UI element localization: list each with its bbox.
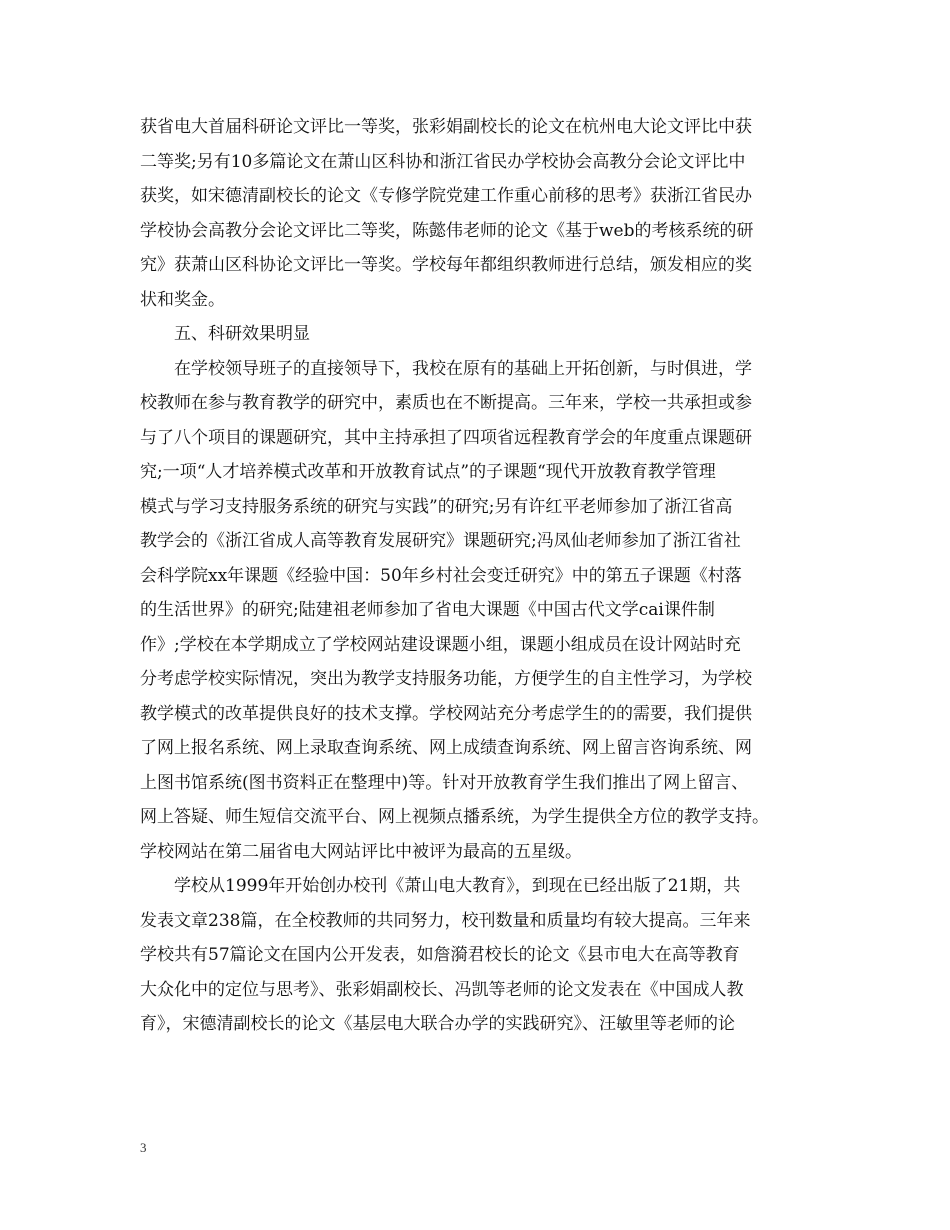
- page-number: 3: [140, 1140, 147, 1155]
- text-line: 获省电大首届科研论文评比一等奖，张彩娟副校长的论文在杭州电大论文评比中获: [140, 117, 752, 137]
- text-line: 在学校领导班子的直接领导下，我校在原有的基础上开拓创新，与时俱进，学: [174, 358, 752, 379]
- text-line: 状和奖金。: [140, 289, 225, 310]
- text-line: 与了八个项目的课题研究，其中主持承担了四项省远程教育学会的年度重点课题研: [140, 427, 752, 448]
- text-line: 学校共有57篇论文在国内公开发表，如詹漪君校长的论文《县市电大在高等教育: [140, 945, 740, 965]
- text-line: 获奖，如宋德清副校长的论文《专修学院党建工作重心前移的思考》获浙江省民办: [140, 186, 752, 206]
- text-line: 学校网站在第二届省电大网站评比中被评为最高的五星级。: [140, 841, 582, 862]
- text-line: 教学模式的改革提供良好的技术支撑。学校网站充分考虑学生的的需要，我们提供: [140, 703, 752, 724]
- text-line: 育》，宋德清副校长的论文《基层电大联合办学的实践研究》、汪敏里等老师的论: [140, 1014, 735, 1034]
- text-line: 究;一项“人才培养模式改革和开放教育试点”的子课题“现代开放教育教学管理: [140, 462, 716, 482]
- document-body: [140, 110, 816, 1042]
- text-line: 究》获萧山区科协论文评比一等奖。学校每年都组织教师进行总结，颁发相应的奖: [140, 255, 752, 275]
- text-line: 会科学院xx年课题《经验中国：50年乡村社会变迁研究》中的第五子课题《村落: [140, 565, 742, 586]
- text-line: 大众化中的定位与思考》、张彩娟副校长、冯凯等老师的论文发表在《中国成人教: [140, 979, 744, 1000]
- text-line: 学校从1999年开始创办校刊《萧山电大教育》，到现在已经出版了21期，共: [174, 876, 741, 896]
- text-line: 上图书馆系统(图书资料正在整理中)等。针对开放教育学生我们推出了网上留言、: [140, 772, 749, 793]
- text-line: 校教师在参与教育教学的研究中，素质也在不断提高。三年来，学校一共承担或参: [140, 393, 752, 413]
- text-line: 发表文章238篇，在全校教师的共同努力，校刊数量和质量均有较大提高。三年来: [140, 910, 751, 931]
- text-line: 的生活世界》的研究;陆建祖老师参加了省电大课题《中国古代文学cai课件制: [140, 600, 715, 620]
- text-line: 模式与学习支持服务系统的研究与实践”的研究;另有许红平老师参加了浙江省高: [140, 496, 733, 517]
- text-line: 作》;学校在本学期成立了学校网站建设课题小组，课题小组成员在设计网站时充: [140, 634, 741, 655]
- text-line: 五、科研效果明显: [174, 324, 310, 344]
- text-line: 分考虑学校实际情况，突出为教学支持服务功能，方便学生的自主性学习，为学校: [140, 669, 752, 689]
- text-line: 二等奖;另有10多篇论文在萧山区科协和浙江省民办学校协会高教分会论文评比中: [140, 151, 746, 172]
- text-line: 学校协会高教分会论文评比二等奖，陈懿伟老师的论文《基于web的考核系统的研: [140, 220, 754, 241]
- text-line: 教学会的《浙江省成人高等教育发展研究》课题研究;冯凤仙老师参加了浙江省社: [140, 531, 741, 551]
- text-line: 了网上报名系统、网上录取查询系统、网上成绩查询系统、网上留言咨询系统、网: [140, 738, 752, 758]
- text-line: 网上答疑、师生短信交流平台、网上视频点播系统，为学生提供全方位的教学支持。: [140, 807, 769, 827]
